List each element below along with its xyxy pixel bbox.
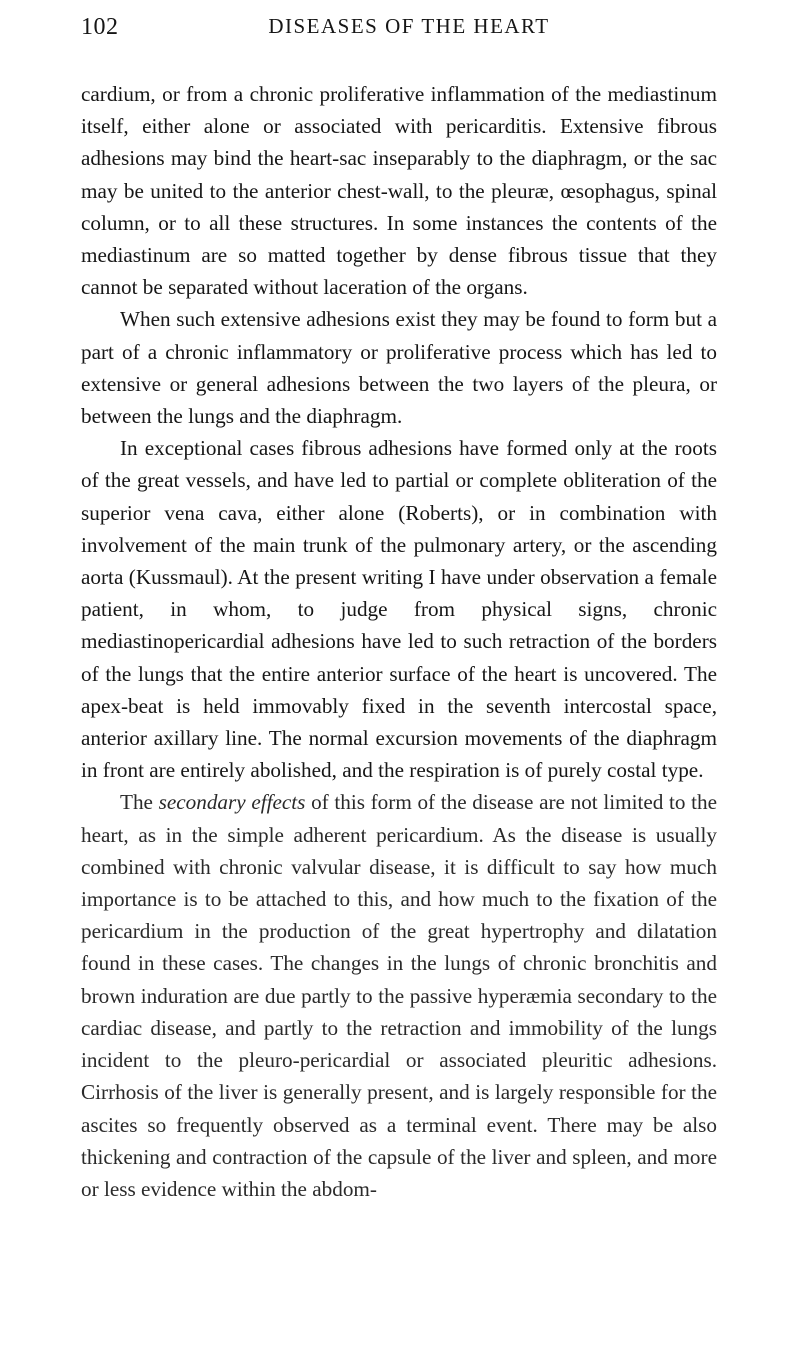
paragraph-exceptional-cases: In exceptional cases fibrous adhesions have formed only at the roots of the great vessels, and have led to partial or complete obliteration of the superior vena cava, either alone (Roberts), or in combination with involvement of the main trunk of the pulmonary artery, or the ascending aorta (Kussmaul). At the present writing I have under observation a female patient, in whom, to judge from physical signs, chronic mediastinopericardial adhesions have led to such retraction of the borders of the lungs that the entire anterior surface of the heart is uncovered. The apex-beat is held immovably fixed in the seventh intercostal space, anterior axillary line. The normal excursion movements of the diaphragm in front are entirely abolished, and the respiration is of purely costal type. xyxy=(81,436,717,783)
secondary-prefix: The xyxy=(120,790,159,815)
paragraph-extensive-adhesions: When such extensive adhesions exist they may be found to form but a part of a chronic inflammatory or proliferative process which has led to extensive or general adhesions between the two layers of the pleura, or between the lungs and the diaphragm. xyxy=(81,307,717,429)
page-header xyxy=(81,14,717,54)
body-text xyxy=(81,78,717,1205)
secondary-rest: of this form of the disease are not limited to the heart, as in the simple adherent pericardium. As the disease is usually combined with chronic valvular disease, it is difficult to say how much importance is to be attached to this, and how much to the fixation of the pericardium in the production of the great hypertrophy and dilatation found in these cases. The changes in the lungs of chronic bronchitis and brown induration are due partly to the passive hyperæmia secondary to the cardiac disease, and partly to the retraction and immobility of the lungs incident to the pleuro-pericardial or associated pleuritic adhesions. Cirrhosis of the liver is generally present, and is largely responsible for the ascites so frequently observed as a terminal event. There may be also thickening and contraction of the capsule of the liver and spleen, and more or less evidence within the abdom- xyxy=(81,790,717,1201)
page-number: 102 xyxy=(81,14,119,40)
paragraph-secondary-effects xyxy=(81,786,717,1205)
running-head: DISEASES OF THE HEART xyxy=(268,14,550,38)
secondary-effects-emphasis: secondary effects xyxy=(158,790,306,815)
paragraph-mediastinum-adhesions: cardium, or from a chronic proliferative inflammation of the mediastinum itself, either alone or associated with pericarditis. Extensive fibrous adhesions may bind the heart-sac inseparably to the diaphragm, or the sac may be united to the anterior chest-wall, to the pleuræ, œsophagus, spinal column, or to all these structures. In some instances the contents of the mediastinum are so matted together by dense fibrous tissue that they cannot be separated without laceration of the organs. xyxy=(81,82,717,300)
